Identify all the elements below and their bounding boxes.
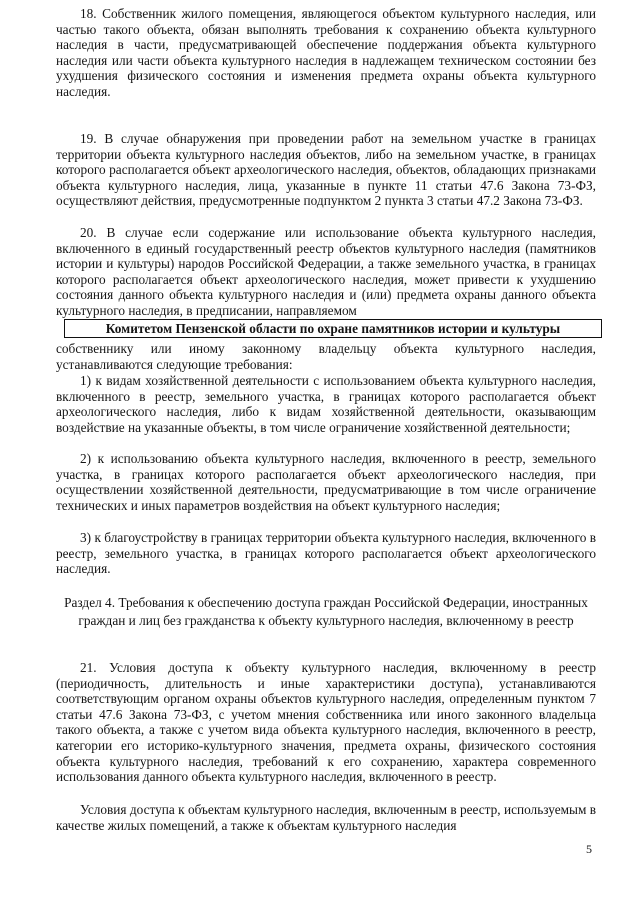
paragraph-22: Условия доступа к объектам культурного наследия, включенным в реестр, используемым в качестве жилых помещений, а также к объектам культурного наследия (56, 802, 596, 833)
section-heading: Раздел 4. Требования к обеспечению доступа граждан Российской Федерации, иностранных граждан и лиц без гражданства к объекту культурного наследия, включенному в реестр (64, 595, 588, 628)
paragraph-20: 20. В случае если содержание или использование объекта культурного наследия, включенного в единый государственный реестр объектов культурного наследия (памятников истории и культуры) народов Российской Федерации, а также земельного участка, в границах которого располагается объект археологического наследия, может привести к ухудшению состояния данного объекта культурного наследия и (или) предмета охраны данного объекта культурного наследия, в предписании, направляемом (56, 225, 596, 318)
paragraph-18: 18. Собственник жилого помещения, являющегося объектом культурного наследия, или частью такого объекта, обязан выполнять требования к сохранению объекта культурного наследия в части, предусматривающей обеспечение поддержания объекта культурного наследия или части объекта культурного наследия в надлежащем техническом состоянии без ухудшения физического состояния и изменения предмета охраны объекта культурного наследия. (56, 6, 596, 99)
paragraph-19: 19. В случае обнаружения при проведении работ на земельном участке в границах территории объекта культурного наследия объектов, либо на земельном участке, в границах которого располагается объект археологического наследия, объектов, обладающих признаками объекта культурного наследия, лица, указанные в пункте 11 статьи 47.6 Закона 73-ФЗ, осуществляют действия, предусмотренные подпунктом 2 пункта 3 статьи 47.2 Закона 73-ФЗ. (56, 131, 596, 209)
list-item-1: 1) к видам хозяйственной деятельности с использованием объекта культурного наследия, включенного в реестр, земельного участка, в границах которого располагается объект археологического наследия, либо к видам хозяйственной деятельности, оказывающим воздействие на указанные объекты, в том числе ограничение хозяйственной деятельности; (56, 373, 596, 435)
paragraph-20-continuation: собственнику или иному законному владельцу объекта культурного наследия, устанавливаются следующие требования: (56, 341, 596, 372)
paragraph-21: 21. Условия доступа к объекту культурного наследия, включенному в реестр (периодичность, длительность и иные характеристики доступа), устанавливаются соответствующим органом охраны объектов культурного наследия, определенным пунктом 7 статьи 47.6 Закона 73-ФЗ, с учетом мнения собственника или иного законного владельца такого объекта, а также с учетом вида объекта культурного наследия, включенного в реестр, категории его историко-культурного значения, предмета охраны, физического состояния объекта культурного наследия, требований к его сохранению, характера современного использования данного объекта культурного наследия, включенного в реестр. (56, 660, 596, 785)
highlighted-authority-box: Комитетом Пензенской области по охране памятников истории и культуры (64, 319, 602, 338)
list-item-3: 3) к благоустройству в границах территории объекта культурного наследия, включенного в реестр, земельного участка, в границах которого располагается объект археологического наследия. (56, 530, 596, 577)
list-item-2: 2) к использованию объекта культурного наследия, включенного в реестр, земельного участка, в границах которого располагается объект археологического наследия, при осуществлении хозяйственной деятельности, предусматривающие в том числе ограничение технических и иных параметров воздействия на объект культурного наследия; (56, 451, 596, 513)
page-number: 5 (586, 842, 592, 856)
